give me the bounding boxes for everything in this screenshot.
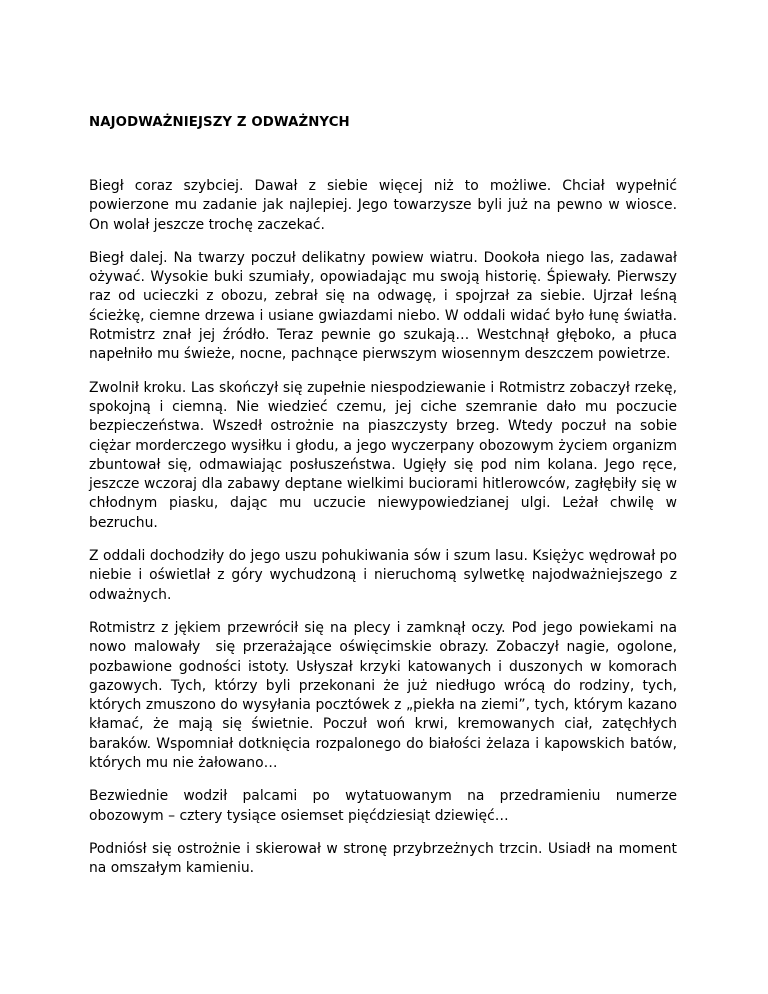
paragraph-7: Podniósł się ostrożnie i skierował w stronę przybrzeżnych trzcin. Usiadł na moment na omszałym kamieniu.	[89, 840, 682, 877]
paragraph-2: Biegł dalej. Na twarzy poczuł delikatny powiew wiatru. Dookoła niego las, zadawał ożywać. Wysokie buki szumiały, opowiadając mu swoją historię. Śpiewały. Pierwszy raz od ucieczki z obozu, zebrał się na odwagę, i spojrzał za siebie. Ujrzał leśną ścieżkę, ciemne drzewa i usiane gwiazdami niebo. W oddali widać było łunę światła. Rotmistrz znał jej źródło. Teraz pewnie go szukają… Westchnął głęboko, a płuca napełniło mu świeże, nocne, pachnące pierwszym wiosennym deszczem powietrze.	[89, 249, 682, 363]
document-title: NAJODWAŻNIEJSZY Z ODWAŻNYCH	[89, 115, 350, 130]
document-page	[89, 113, 686, 893]
paragraph-3: Zwolnił kroku. Las skończył się zupełnie niespodziewanie i Rotmistrz zobaczył rzekę, spokojną i ciemną. Nie wiedzieć czemu, jej ciche szemranie dało mu poczucie bezpieczeństwa. Wszedł ostrożnie na piaszczysty brzeg. Wtedy poczuł na sobie ciężar morderczego wysiłku i głodu, a jego wyczerpany obozowym życiem organizm zbuntował się, odmawiając posłuszeństwa. Ugięły się pod nim kolana. Jego ręce, jeszcze wczoraj dla zabawy deptane wielkimi buciorami hitlerowców, zagłębiły się w chłodnym piasku, dając mu uczucie niewypowiedzianej ulgi. Leżał chwilę w bezruchu.	[89, 379, 682, 531]
paragraph-1: Biegł coraz szybciej. Dawał z siebie więcej niż to możliwe. Chciał wypełnić powierzone mu zadanie jak najlepiej. Jego towarzysze byli już na pewno w wiosce. On wolał jeszcze trochę zaczekać.	[89, 178, 686, 233]
paragraph-5: Rotmistrz z jękiem przewrócił się na plecy i zamknął oczy. Pod jego powiekami na nowo malowały się przerażające oświęcimskie obrazy. Zobaczył nagie, ogolone, pozbawione godności istoty. Usłyszał krzyki katowanych i duszonych w komorach gazowych. Tych, którzy byli przekonani że już niedługo wrócą do rodziny, tych, których zmuszono do wysyłania pocztówek z „piekła na ziemi”, tych, którym kazano kłamać, że mają się świetnie. Poczuł woń krwi, kremowanych ciał, zatęchłych baraków. Wspomniał dotknięcia rozpalonego do białości żelaza i kapowskich batów, których mu nie żałowano…	[89, 619, 682, 772]
paragraph-4: Z oddali dochodziły do jego uszu pohukiwania sów i szum lasu. Księżyc wędrował po niebie i oświetlał z góry wychudzoną i nieruchomą sylwetkę najodważniejszego z odważnych.	[89, 548, 682, 603]
paragraph-6: Bezwiednie wodził palcami po wytatuowanym na przedramieniu numerze obozowym – cztery tysiące osiemset pięćdziesiąt dziewięć…	[89, 788, 682, 824]
